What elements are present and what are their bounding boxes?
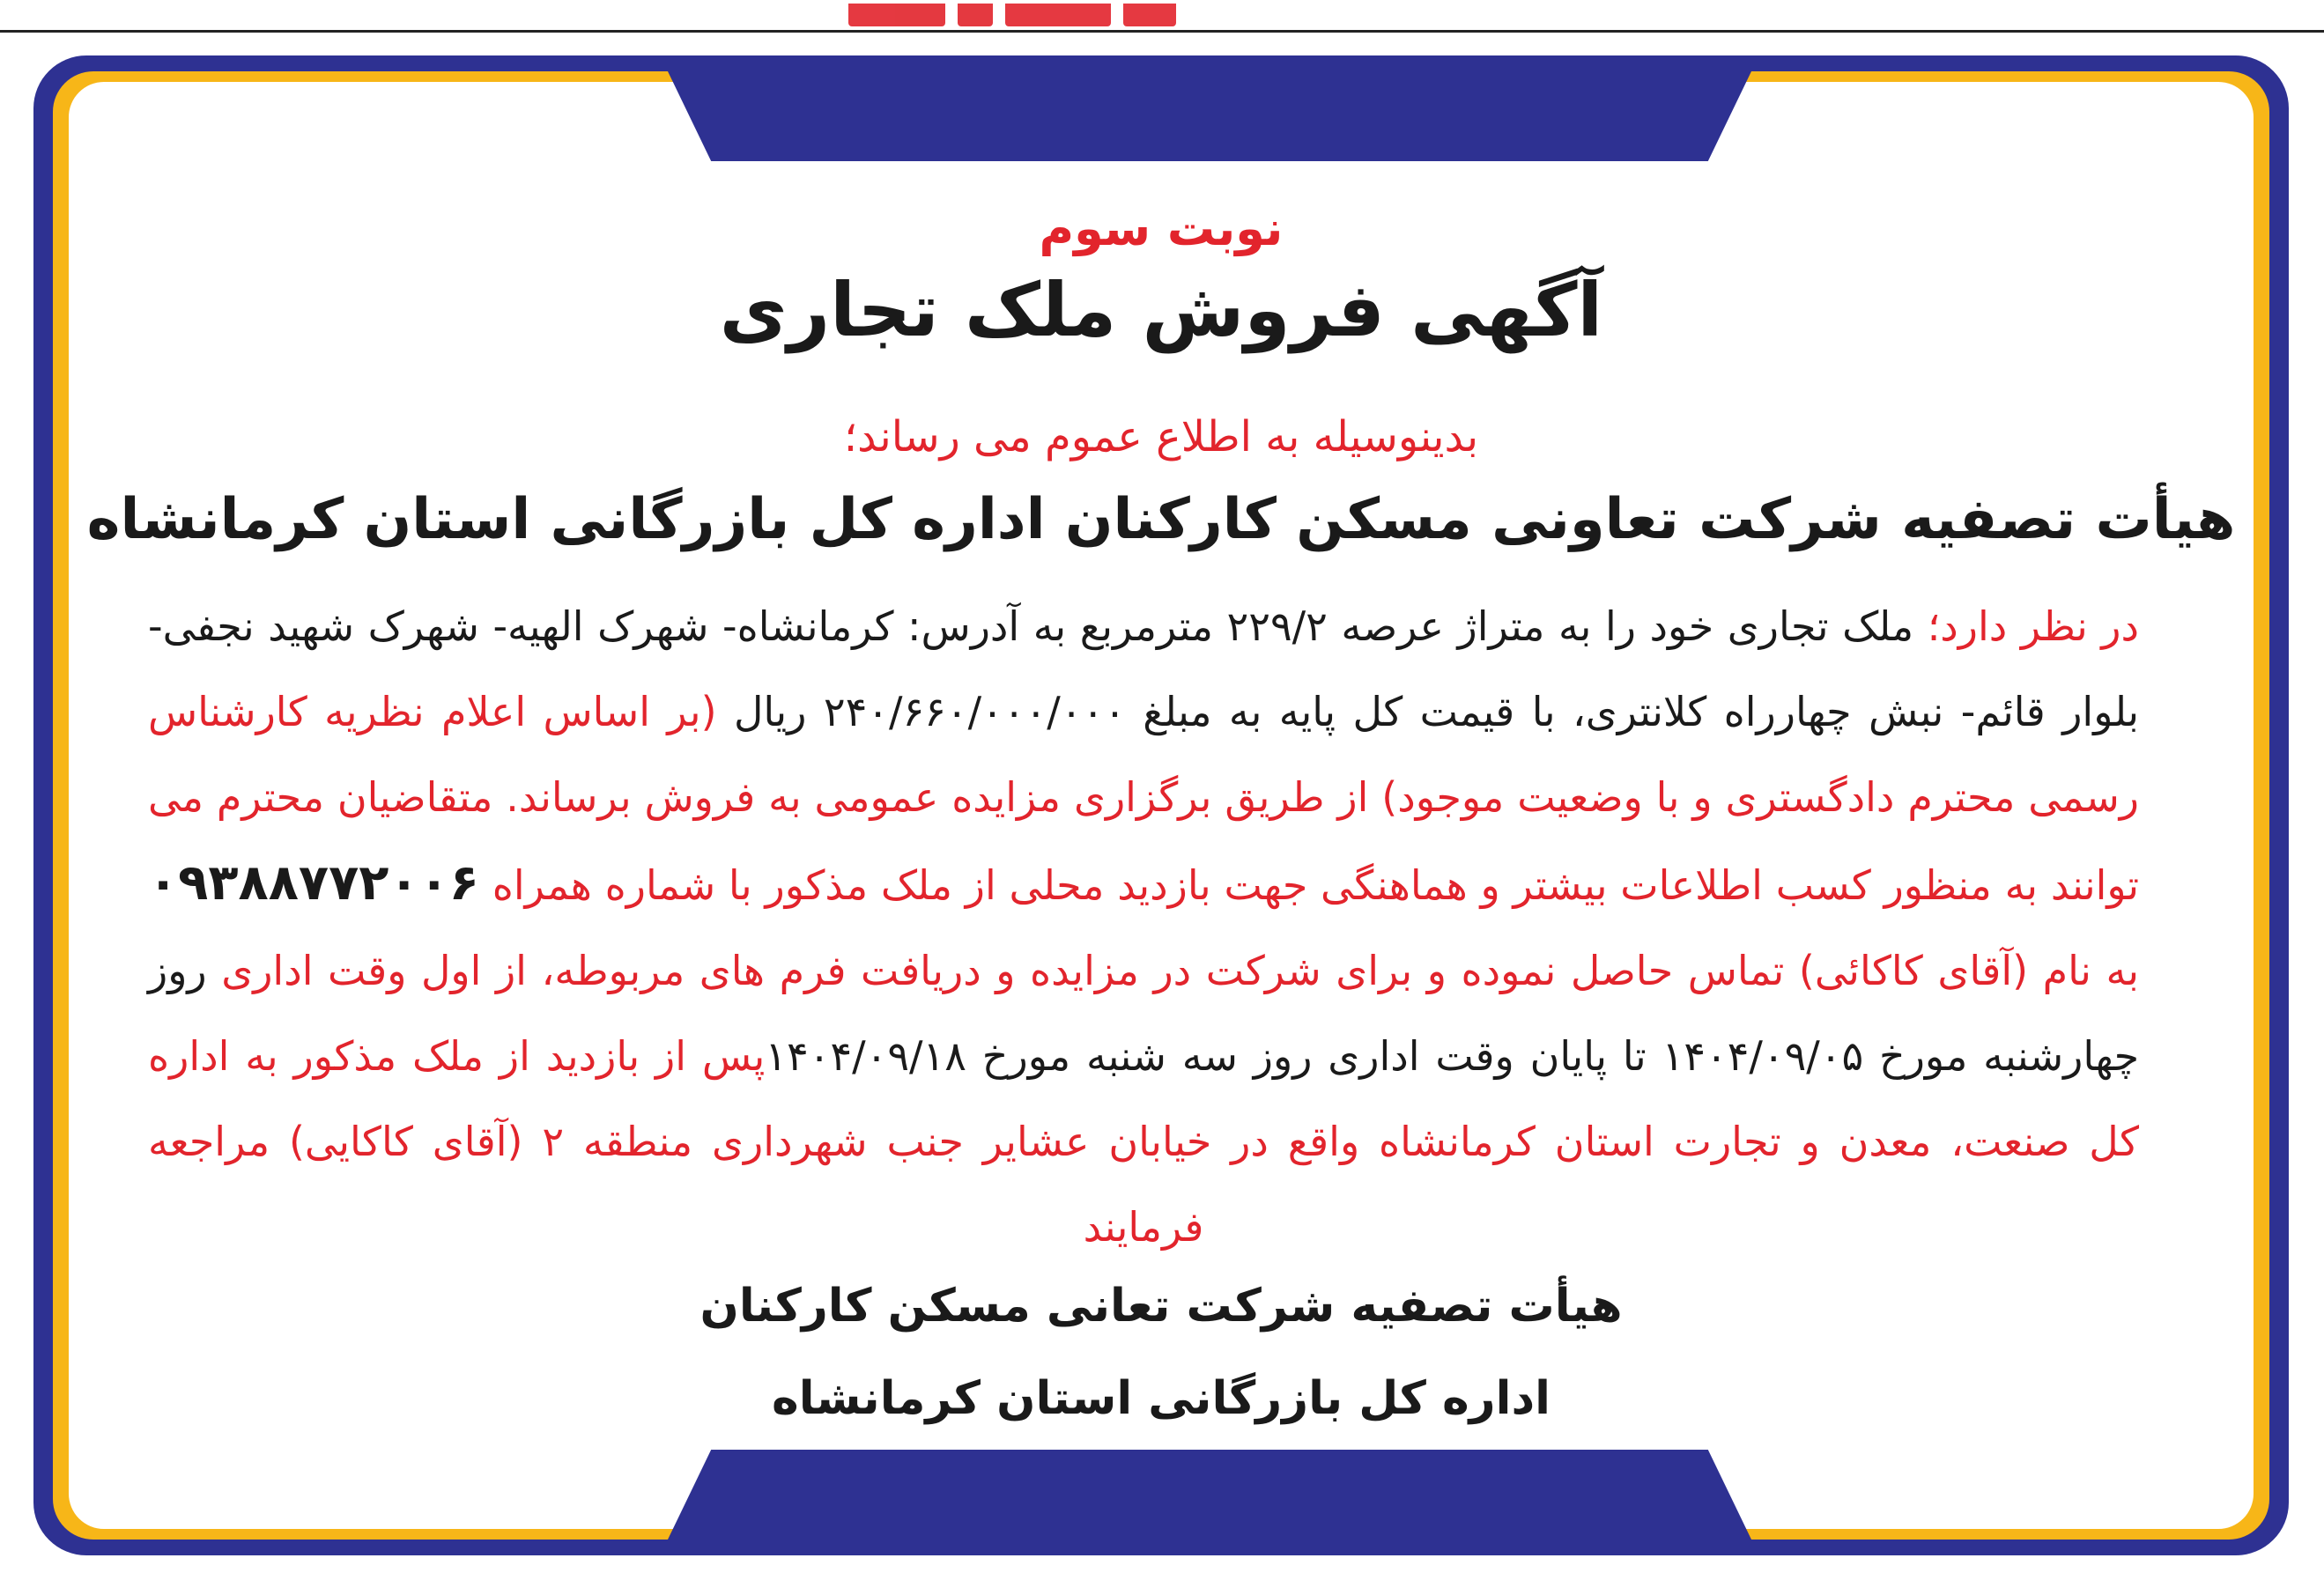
ad-round: نوبت سوم: [1039, 201, 1284, 256]
ad-title: آگهی فروش ملک تجاری: [719, 267, 1603, 353]
ad-signature-line2: اداره کل بازرگانی استان کرمانشاه: [772, 1372, 1551, 1425]
page-top-rule: [0, 30, 2324, 33]
ad-body: [148, 584, 2139, 1270]
ad-body-terms: (بر اساس اعلام نظریه کارشناس رسمی محترم دادگستری و با وضعیت موجود) از طریق برگزاری مزایده عمومی به فروش برساند. متقاضیان محترم می توانند به منظور کسب اطلاعات بیشتر و هماهنگی جهت بازدید محلی از ملک مذکور با شماره همراه: [148, 688, 2139, 909]
masthead-logo-fragment: [841, 0, 1176, 26]
ad-body-lead: در نظر دارد؛: [1927, 602, 2140, 650]
ad-signature-line1: هیأت تصفیه شرکت تعانی مسکن کارکنان: [699, 1280, 1623, 1333]
ad-body-dates: روز چهارشنبه مورخ ۱۴۰۴/۰۹/۰۵ تا پایان وقت اداری روز سه شنبه مورخ ۱۴۰۴/۰۹/۱۸: [148, 947, 2140, 1080]
ad-board-heading: هیأت تصفیه شرکت تعاونی مسکن کارکنان اداره کل بازرگانی استان کرمانشاه: [86, 487, 2236, 552]
ad-content: [33, 55, 2289, 1555]
ad-intro: بدینوسیله به اطلاع عموم می رساند؛: [843, 412, 1479, 462]
ad-body-contact: به نام (آقای کاکائی) تماس حاصل نموده و برای شرکت در مزایده و دریافت فرم های مربوطه، از اول وقت اداری: [206, 947, 2139, 994]
ad-body-office: پس از بازدید از ملک مذکور به اداره کل صنعت، معدن و تجارت استان کرمانشاه واقع در خیابان عشایر جنب شهرداری منطقه ۲ (آقای کاکایی) مراجعه فرمایند: [148, 1032, 2139, 1251]
ad-body-property: ملک تجاری خود را به متراژ عرصه ۲۲۹/۲ مترمربع به آدرس: کرمانشاه- شهرک الهیه- شهرک شهید نجفی- بلوار قائم- نبش چهارراه کلانتری، با قیمت کل پایه به مبلغ ۲۴۰/۶۶۰/۰۰۰/۰۰۰ ریال: [148, 602, 2139, 735]
ad-phone-number: ۰۹۳۸۸۷۷۲۰۰۶: [148, 854, 479, 912]
